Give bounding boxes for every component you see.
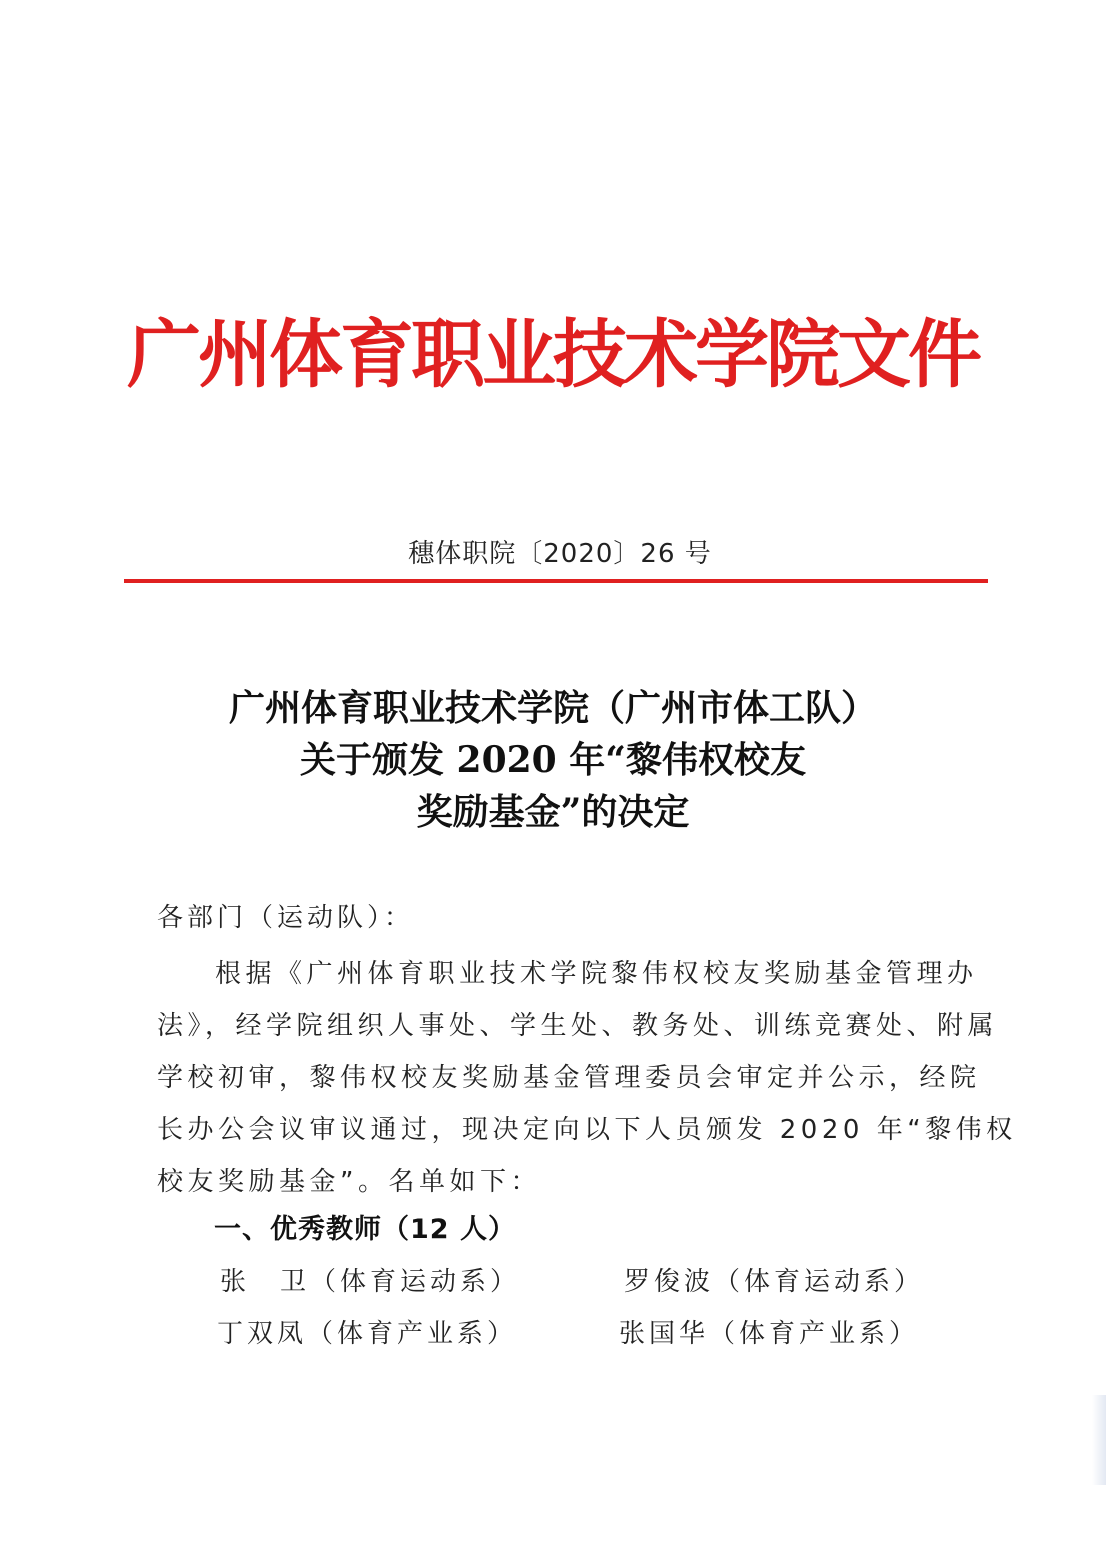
awardee-name: 罗俊波（体育运动系） [624,1267,925,1297]
title-line-1: 广州体育职业技术学院（广州市体工队） [228,687,877,729]
body-line: 法》，经学院组织人事处、学生处、教务处、训练竞赛处、附属 [157,1011,999,1041]
awardee-name: 丁双凤（体育产业系） [217,1319,518,1349]
body-paragraph [157,948,1017,1208]
section-heading: 一、优秀教师（12 人） [214,1214,516,1245]
title-line-3: 奖励基金”的决定 [416,791,690,833]
body-line: 长办公会议审议通过，现决定向以下人员颁发 2020 年“黎伟权 [157,1115,1017,1145]
body-line: 学校初审，黎伟权校友奖励基金管理委员会审定并公示，经院 [157,1063,981,1093]
title-line-2: 关于颁发 2020 年“黎伟权校友 [300,739,806,781]
awardee-name: 张国华（体育产业系） [619,1319,920,1349]
body-line: 根据《广州体育职业技术学院黎伟权校友奖励基金管理办 [215,959,978,989]
red-divider-line [124,579,988,583]
document-number: 穗体职院〔2020〕26 号 [408,539,712,569]
document-title [0,682,1106,838]
scan-edge-mark [1092,1395,1106,1485]
awardee-name: 张 卫（体育运动系） [220,1267,521,1297]
salutation: 各部门（运动队）： [157,903,415,933]
body-line: 校友奖励基金”。名单如下： [157,1167,541,1197]
document-masthead: 广州体育职业技术学院文件 [127,312,979,398]
